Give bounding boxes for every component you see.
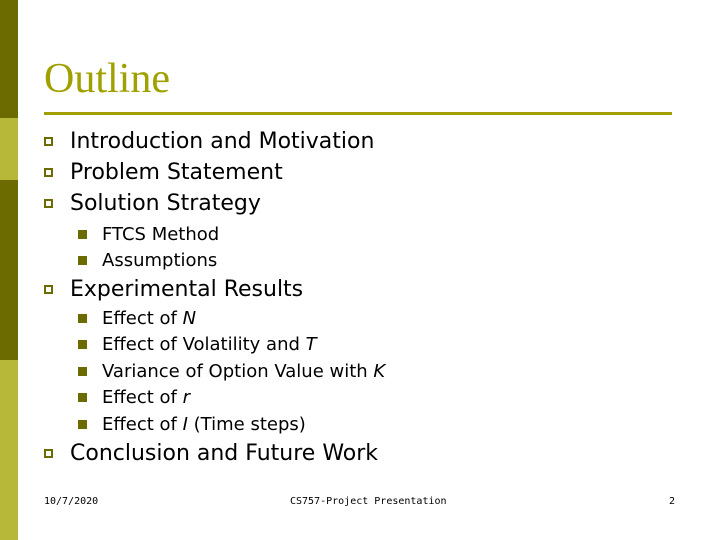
outline-subitem-effect-i bbox=[78, 414, 306, 435]
side-bar-light-bottom bbox=[0, 360, 18, 540]
variable-r: r bbox=[182, 387, 191, 408]
filled-square-bullet-icon bbox=[78, 367, 87, 376]
slide-title: Outline bbox=[44, 56, 170, 102]
filled-square-bullet-icon bbox=[78, 314, 87, 323]
outline-subitem-label: Effect of bbox=[102, 387, 183, 408]
outline-subitem-label: Effect of bbox=[102, 308, 183, 329]
outline-subitem-label: FTCS Method bbox=[102, 224, 220, 245]
outline-item-results bbox=[44, 277, 303, 302]
footer-date: 10/7/2020 bbox=[44, 496, 99, 507]
side-bar-light-top bbox=[0, 118, 18, 180]
hollow-square-bullet-icon bbox=[44, 449, 53, 458]
side-bar-dark-top bbox=[0, 0, 18, 118]
outline-subitem-effect-volatility bbox=[78, 334, 317, 355]
outline-item-solution bbox=[44, 191, 261, 216]
hollow-square-bullet-icon bbox=[44, 199, 53, 208]
outline-item-label: Solution Strategy bbox=[70, 191, 261, 216]
filled-square-bullet-icon bbox=[78, 230, 87, 239]
footer-page-number: 2 bbox=[669, 496, 676, 507]
outline-item-label: Problem Statement bbox=[70, 160, 283, 185]
outline-subitem-effect-r bbox=[78, 387, 190, 408]
hollow-square-bullet-icon bbox=[44, 168, 53, 177]
variable-n: N bbox=[182, 308, 197, 329]
outline-subitem-variance bbox=[78, 361, 385, 382]
filled-square-bullet-icon bbox=[78, 256, 87, 265]
footer-course: CS757-Project Presentation bbox=[290, 496, 447, 507]
outline-item-label: Introduction and Motivation bbox=[70, 129, 375, 154]
hollow-square-bullet-icon bbox=[44, 285, 53, 294]
filled-square-bullet-icon bbox=[78, 393, 87, 402]
outline-subitem-label: Effect of Volatility and bbox=[102, 334, 306, 355]
outline-item-conclusion bbox=[44, 441, 378, 466]
outline-subitem-label: Effect of bbox=[102, 414, 183, 435]
outline-subitem-label: Assumptions bbox=[102, 250, 218, 271]
title-underline bbox=[44, 112, 672, 115]
filled-square-bullet-icon bbox=[78, 420, 87, 429]
variable-t: T bbox=[305, 334, 317, 355]
outline-item-label: Conclusion and Future Work bbox=[70, 441, 379, 466]
side-bar-dark-middle bbox=[0, 180, 18, 360]
outline-subitem-effect-n bbox=[78, 308, 196, 329]
outline-item-intro bbox=[44, 129, 374, 154]
outline-subitem-label: Variance of Option Value with bbox=[102, 361, 374, 382]
outline-item-label: Experimental Results bbox=[70, 277, 304, 302]
variable-k: K bbox=[373, 361, 386, 382]
outline-subitem-ftcs bbox=[78, 224, 219, 245]
outline-subitem-suffix: (Time steps) bbox=[187, 414, 306, 435]
outline-item-problem bbox=[44, 160, 283, 185]
filled-square-bullet-icon bbox=[78, 340, 87, 349]
hollow-square-bullet-icon bbox=[44, 137, 53, 146]
variable-i: I bbox=[182, 414, 188, 435]
outline-subitem-assumptions bbox=[78, 250, 217, 271]
